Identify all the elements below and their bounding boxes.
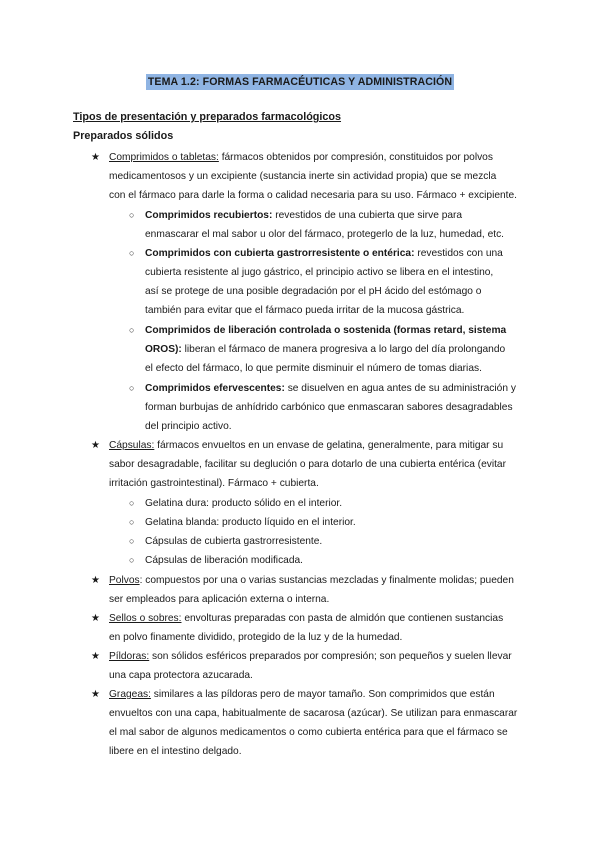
item-text: envolturas preparadas con pasta de almidón que contienen sustancias — [181, 613, 504, 624]
item-text: liberan el fármaco de manera progresiva a lo largo del día prolongando — [181, 344, 506, 355]
item-text: sabor desagradable, facilitar su deglución o para dotarlo de una cubierta entérica (evitar — [109, 459, 506, 470]
list-item-comprimidos — [109, 148, 493, 167]
section-heading: Tipos de presentación y preparados farmacológicos — [73, 111, 342, 123]
item-text: en polvo finamente dividido, protegido de la luz y de la humedad. — [109, 632, 403, 643]
term-recubiertos: Comprimidos recubiertos: — [145, 210, 273, 221]
circle-bullet-icon: ○ — [129, 536, 135, 546]
item-text: revestidos de una cubierta que sirve para — [272, 210, 463, 221]
term-oros: OROS): — [145, 344, 182, 355]
circle-bullet-icon: ○ — [129, 325, 135, 335]
item-text: libere en el intestino delgado. — [109, 746, 242, 757]
term-pildoras: Píldoras: — [109, 651, 150, 662]
title-container — [0, 72, 600, 90]
item-text: también para evitar que el fármaco pueda irritar de la mucosa gástrica. — [145, 305, 465, 316]
item-text: ser empleados para aplicación externa o interna. — [109, 594, 330, 605]
term-polvos: Polvos — [109, 575, 140, 586]
circle-bullet-icon: ○ — [129, 383, 135, 393]
star-bullet-icon: ★ — [91, 152, 100, 163]
circle-bullet-icon: ○ — [129, 248, 135, 258]
term-grageas: Grageas: — [109, 689, 151, 700]
sub-item-liberacion — [145, 321, 506, 340]
sub-item-efervescentes — [145, 379, 516, 398]
star-bullet-icon: ★ — [91, 689, 100, 700]
term-enterica: Comprimidos con cubierta gastrorresistente o entérica: — [145, 248, 415, 259]
item-text: enmascarar el mal sabor u olor del fármaco, protegerlo de la luz, humedad, etc. — [145, 229, 505, 240]
item-text: fármacos envueltos en un envase de gelatina, generalmente, para mitigar su — [154, 440, 504, 451]
list-item-capsulas — [109, 436, 503, 455]
item-text: así se protege de una posible degradación por el pH ácido del estómago o — [145, 286, 482, 297]
item-text: una capa protectora azucarada. — [109, 670, 253, 681]
item-text: irritación gastrointestinal). Fármaco + cubierta. — [109, 478, 319, 489]
list-item-polvos — [109, 571, 514, 590]
star-bullet-icon: ★ — [91, 613, 100, 624]
star-bullet-icon: ★ — [91, 651, 100, 662]
item-text: cubierta resistente al jugo gástrico, el principio activo se libera en el intestino, — [145, 267, 494, 278]
item-text: revestidos con una — [414, 248, 503, 259]
item-text: el mal sabor de algunos medicamentos o como cubierta entérica para que el fármaco se — [109, 727, 508, 738]
sub-item-gastrorresistente: Cápsulas de cubierta gastrorresistente. — [145, 536, 323, 547]
sub-item-gelatina-dura: Gelatina dura: producto sólido en el interior. — [145, 498, 343, 509]
term-sellos: Sellos o sobres: — [109, 613, 182, 624]
list-item-grageas — [109, 685, 495, 704]
circle-bullet-icon: ○ — [129, 555, 135, 565]
item-text: del principio activo. — [145, 421, 232, 432]
circle-bullet-icon: ○ — [129, 210, 135, 220]
document-title: TEMA 1.2: FORMAS FARMACÉUTICAS Y ADMINISTRACIÓN — [147, 76, 453, 88]
item-text: son sólidos esféricos preparados por compresión; son pequeños y suelen llevar — [149, 651, 512, 662]
item-text: : compuestos por una o varias sustancias mezcladas y finalmente molidas; pueden — [139, 575, 514, 586]
item-text: medicamentosos y un excipiente (sustancia inerte sin actividad propia) que se mezcla — [109, 171, 497, 182]
term-capsulas: Cápsulas: — [109, 440, 155, 451]
sub-item-recubiertos — [145, 206, 462, 225]
sub-item-liberacion-cont — [145, 340, 505, 359]
circle-bullet-icon: ○ — [129, 517, 135, 527]
item-text: envueltos con una capa, habitualmente de sacarosa (azúcar). Se utilizan para enmascarar — [109, 708, 518, 719]
circle-bullet-icon: ○ — [129, 498, 135, 508]
list-item-pildoras — [109, 647, 512, 666]
sub-item-liberacion-modificada: Cápsulas de liberación modificada. — [145, 555, 303, 566]
star-bullet-icon: ★ — [91, 440, 100, 451]
term-liberacion: Comprimidos de liberación controlada o sostenida (formas retard, sistema — [145, 325, 507, 336]
subsection-heading: Preparados sólidos — [73, 130, 174, 142]
sub-item-gelatina-blanda: Gelatina blanda: producto líquido en el interior. — [145, 517, 356, 528]
item-text: se disuelven en agua antes de su administración y — [284, 383, 516, 394]
sub-item-enterica — [145, 244, 503, 263]
item-text: fármacos obtenidos por compresión, constituidos por polvos — [218, 152, 493, 163]
term-comprimidos: Comprimidos o tabletas: — [109, 152, 219, 163]
star-bullet-icon: ★ — [91, 575, 100, 586]
item-text: similares a las píldoras pero de mayor tamaño. Son comprimidos que están — [150, 689, 495, 700]
list-item-sellos — [109, 609, 503, 628]
item-text: forman burbujas de anhídrido carbónico que enmascaran sabores desagradables — [145, 402, 513, 413]
term-efervescentes: Comprimidos efervescentes: — [145, 383, 285, 394]
item-text: con el fármaco para darle la forma o calidad necesaria para su uso. Fármaco + excipiente. — [109, 190, 517, 201]
item-text: el efecto del fármaco, lo que permite disminuir el número de tomas diarias. — [145, 363, 482, 374]
